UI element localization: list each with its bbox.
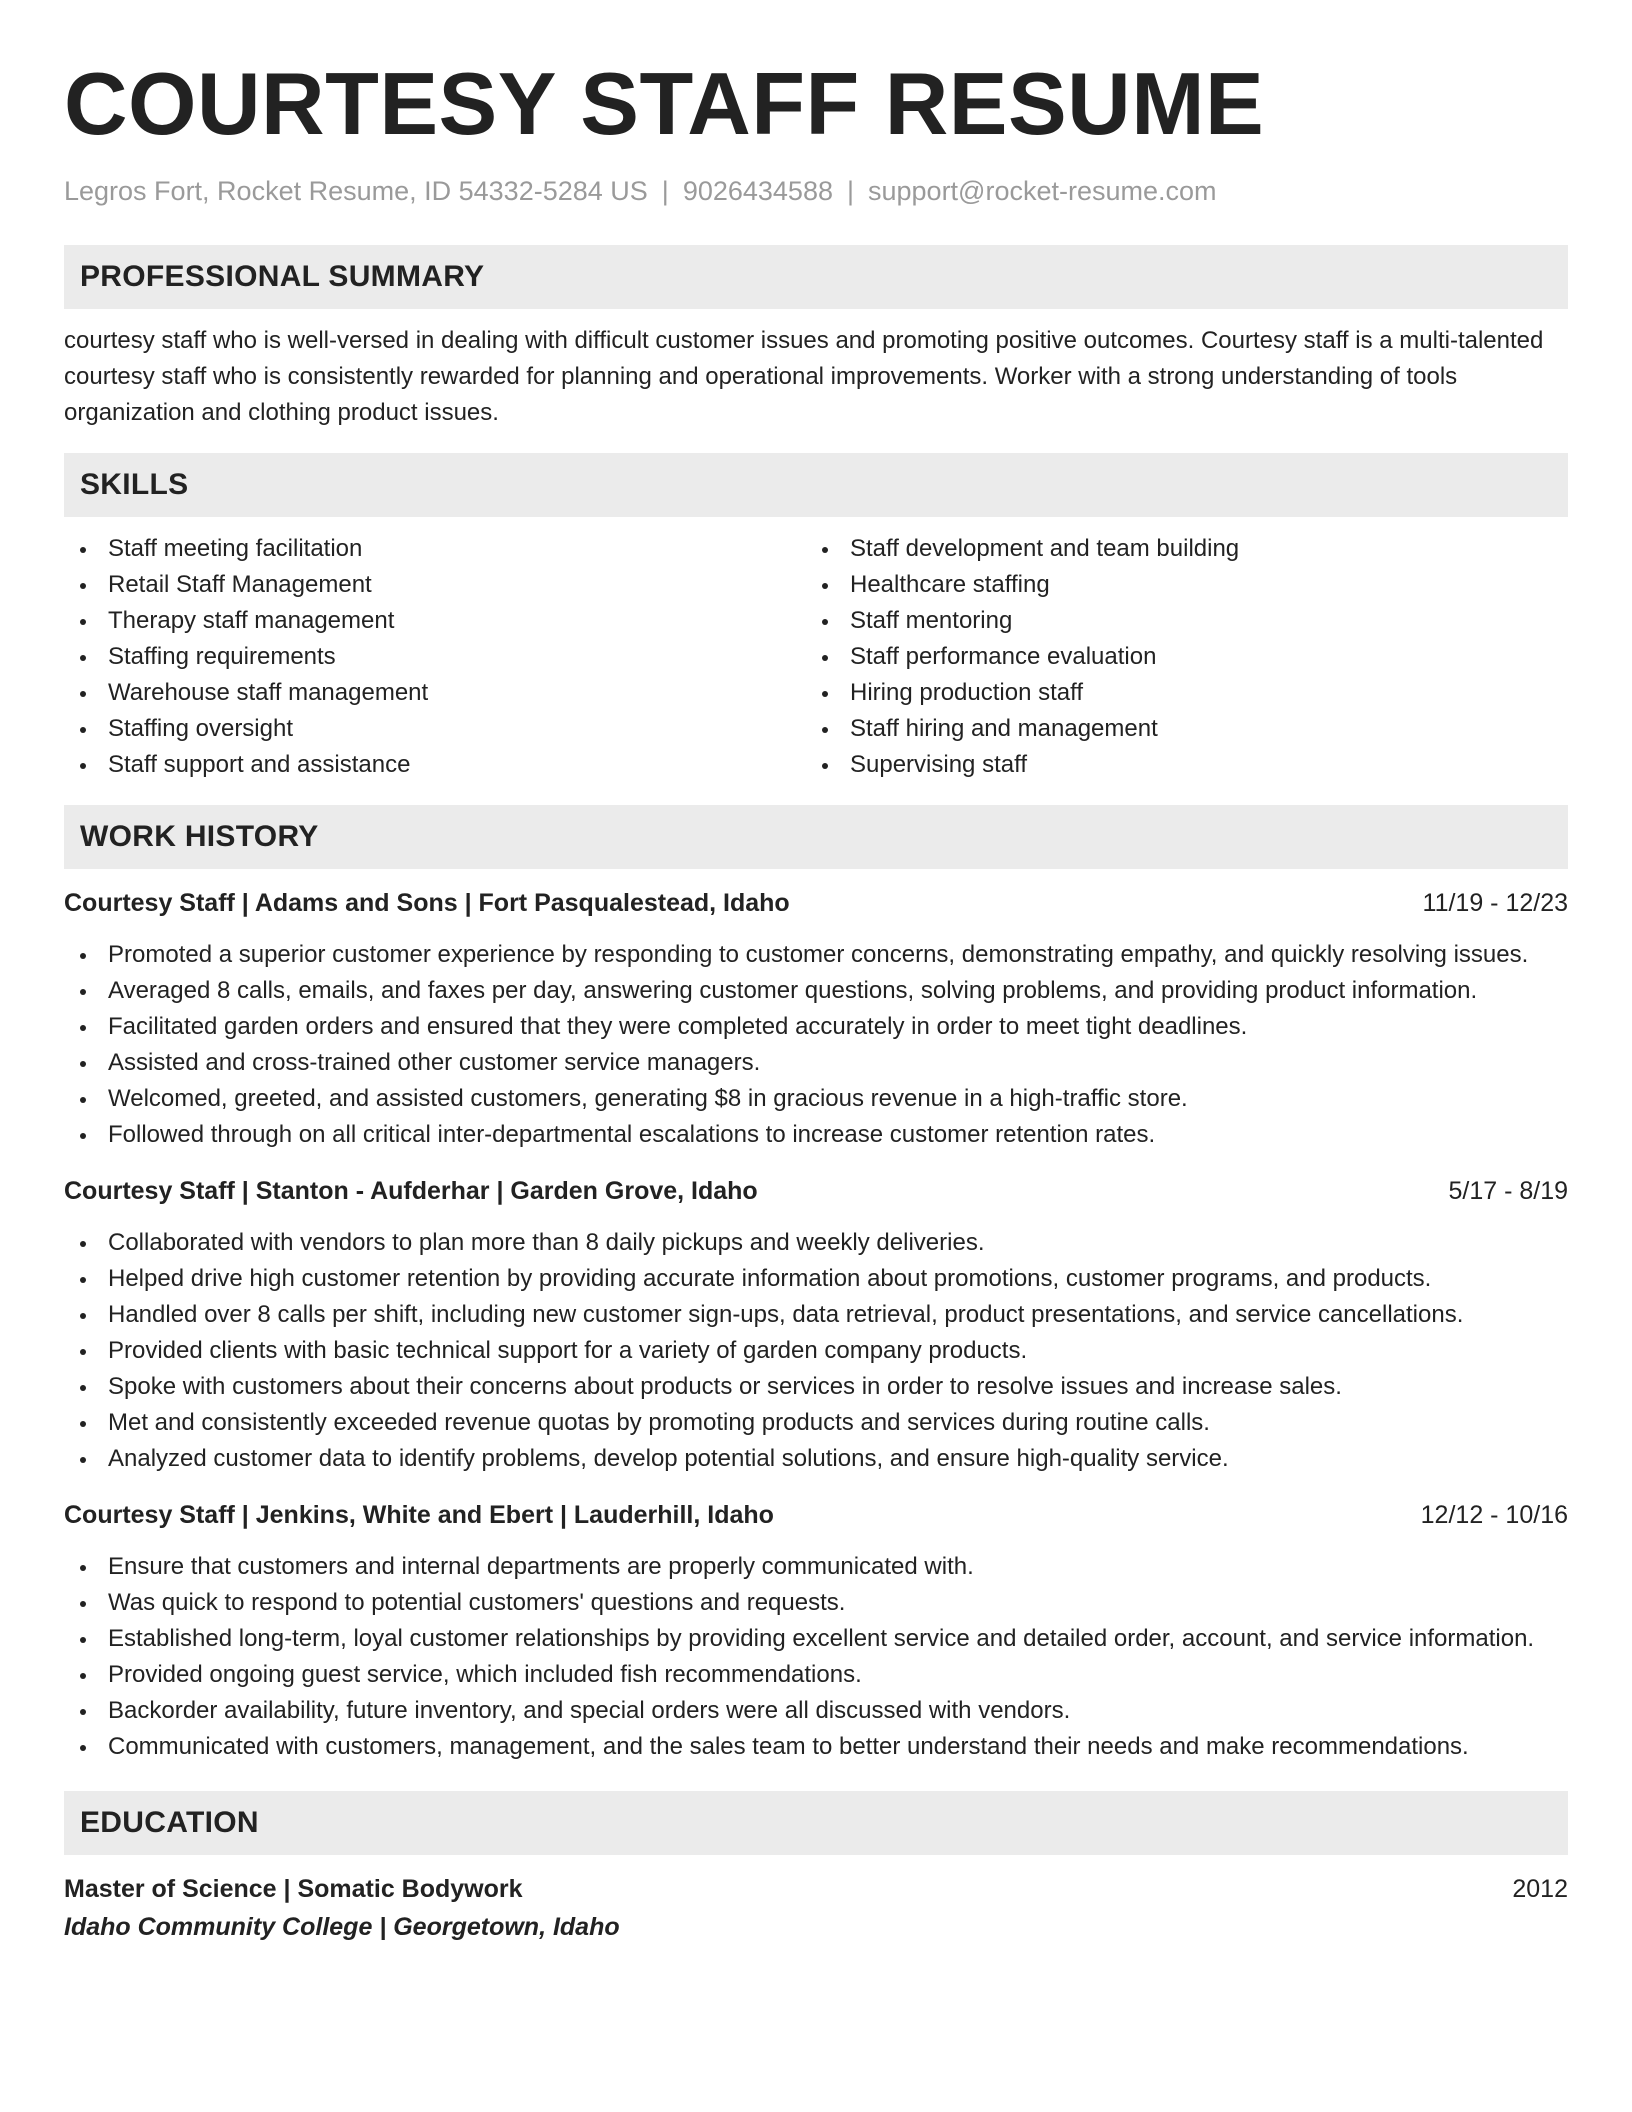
job-entry <box>64 1173 1568 1477</box>
job-bullet: Welcomed, greeted, and assisted customers, generating $8 in gracious revenue in a high-traffic store. <box>64 1081 1568 1117</box>
skill-item: Therapy staff management <box>64 603 806 639</box>
job-bullets <box>64 1549 1568 1765</box>
job-bullet: Backorder availability, future inventory, and special orders were all discussed with vendors. <box>64 1693 1568 1729</box>
job-bullet: Promoted a superior customer experience by responding to customer concerns, demonstrating empathy, and quickly resolving issues. <box>64 937 1568 973</box>
skills-right-column <box>806 531 1548 783</box>
job-bullet: Was quick to respond to potential customers' questions and requests. <box>64 1585 1568 1621</box>
job-bullet: Established long-term, loyal customer relationships by providing excellent service and detailed order, account, and service information. <box>64 1621 1568 1657</box>
job-bullet: Met and consistently exceeded revenue quotas by promoting products and services during routine calls. <box>64 1405 1568 1441</box>
job-bullet: Analyzed customer data to identify problems, develop potential solutions, and ensure high-quality service. <box>64 1441 1568 1477</box>
job-header <box>64 885 1568 921</box>
contact-phone: 9026434588 <box>682 176 833 206</box>
skill-item: Staffing requirements <box>64 639 806 675</box>
job-title: Courtesy Staff | Adams and Sons | Fort Pasqualestead, Idaho <box>64 889 790 917</box>
education-header <box>64 1871 1568 1907</box>
job-title: Courtesy Staff | Stanton - Aufderhar | Garden Grove, Idaho <box>64 1177 758 1205</box>
job-header <box>64 1497 1568 1533</box>
job-dates: 5/17 - 8/19 <box>1448 1177 1568 1205</box>
skill-item: Retail Staff Management <box>64 567 806 603</box>
skill-item: Staff performance evaluation <box>806 639 1548 675</box>
education-year: 2012 <box>1512 1875 1568 1903</box>
skill-item: Staff support and assistance <box>64 747 806 783</box>
section-header-skills: SKILLS <box>64 453 1568 517</box>
skill-item: Hiring production staff <box>806 675 1548 711</box>
job-bullet: Provided clients with basic technical support for a variety of garden company products. <box>64 1333 1568 1369</box>
contact-separator: | <box>846 176 854 206</box>
job-bullet: Provided ongoing guest service, which included fish recommendations. <box>64 1657 1568 1693</box>
job-bullet: Followed through on all critical inter-departmental escalations to increase customer retention rates. <box>64 1117 1568 1153</box>
job-bullets <box>64 937 1568 1153</box>
job-title: Courtesy Staff | Jenkins, White and Ebert | Lauderhill, Idaho <box>64 1501 774 1529</box>
contact-separator: | <box>661 176 669 206</box>
skill-item: Warehouse staff management <box>64 675 806 711</box>
job-bullet: Collaborated with vendors to plan more than 8 daily pickups and weekly deliveries. <box>64 1225 1568 1261</box>
section-header-education: EDUCATION <box>64 1791 1568 1855</box>
job-bullet: Spoke with customers about their concerns about products or services in order to resolve issues and increase sales. <box>64 1369 1568 1405</box>
section-header-summary: PROFESSIONAL SUMMARY <box>64 245 1568 309</box>
skill-item: Staffing oversight <box>64 711 806 747</box>
job-bullet: Helped drive high customer retention by providing accurate information about promotions, customer programs, and products. <box>64 1261 1568 1297</box>
job-dates: 12/12 - 10/16 <box>1420 1501 1568 1529</box>
job-dates: 11/19 - 12/23 <box>1422 889 1568 917</box>
job-entry <box>64 885 1568 1153</box>
resume-title: COURTESY STAFF RESUME <box>64 54 1265 153</box>
job-entry <box>64 1497 1568 1765</box>
education-degree: Master of Science | Somatic Bodywork <box>64 1875 523 1903</box>
contact-email: support@rocket-resume.com <box>868 176 1217 206</box>
contact-address: Legros Fort, Rocket Resume, ID 54332-5284 US <box>64 176 648 206</box>
job-bullet: Ensure that customers and internal departments are properly communicated with. <box>64 1549 1568 1585</box>
education-school: Idaho Community College | Georgetown, Idaho <box>64 1913 620 1941</box>
skill-item: Staff mentoring <box>806 603 1548 639</box>
job-bullet: Assisted and cross-trained other customer service managers. <box>64 1045 1568 1081</box>
job-bullets <box>64 1225 1568 1477</box>
skill-item: Staff hiring and management <box>806 711 1548 747</box>
job-header <box>64 1173 1568 1209</box>
job-bullet: Facilitated garden orders and ensured that they were completed accurately in order to meet tight deadlines. <box>64 1009 1568 1045</box>
skill-item: Staff meeting facilitation <box>64 531 806 567</box>
skills-left-column <box>64 531 806 783</box>
contact-line <box>64 176 1568 207</box>
job-bullet: Averaged 8 calls, emails, and faxes per day, answering customer questions, solving problems, and providing product information. <box>64 973 1568 1009</box>
job-bullet: Handled over 8 calls per shift, including new customer sign-ups, data retrieval, product presentations, and service cancellations. <box>64 1297 1568 1333</box>
skills-grid <box>64 531 1568 783</box>
job-bullet: Communicated with customers, management, and the sales team to better understand their needs and make recommendations. <box>64 1729 1568 1765</box>
skill-item: Staff development and team building <box>806 531 1548 567</box>
summary-text: courtesy staff who is well-versed in dealing with difficult customer issues and promoting positive outcomes. Courtesy staff is a multi-talented courtesy staff who is consistently rewarded for planning and operational improvements. Worker with a strong understanding of tools organization and clothing product issues. <box>64 327 1544 426</box>
skill-item: Supervising staff <box>806 747 1548 783</box>
section-header-work-history: WORK HISTORY <box>64 805 1568 869</box>
skill-item: Healthcare staffing <box>806 567 1548 603</box>
